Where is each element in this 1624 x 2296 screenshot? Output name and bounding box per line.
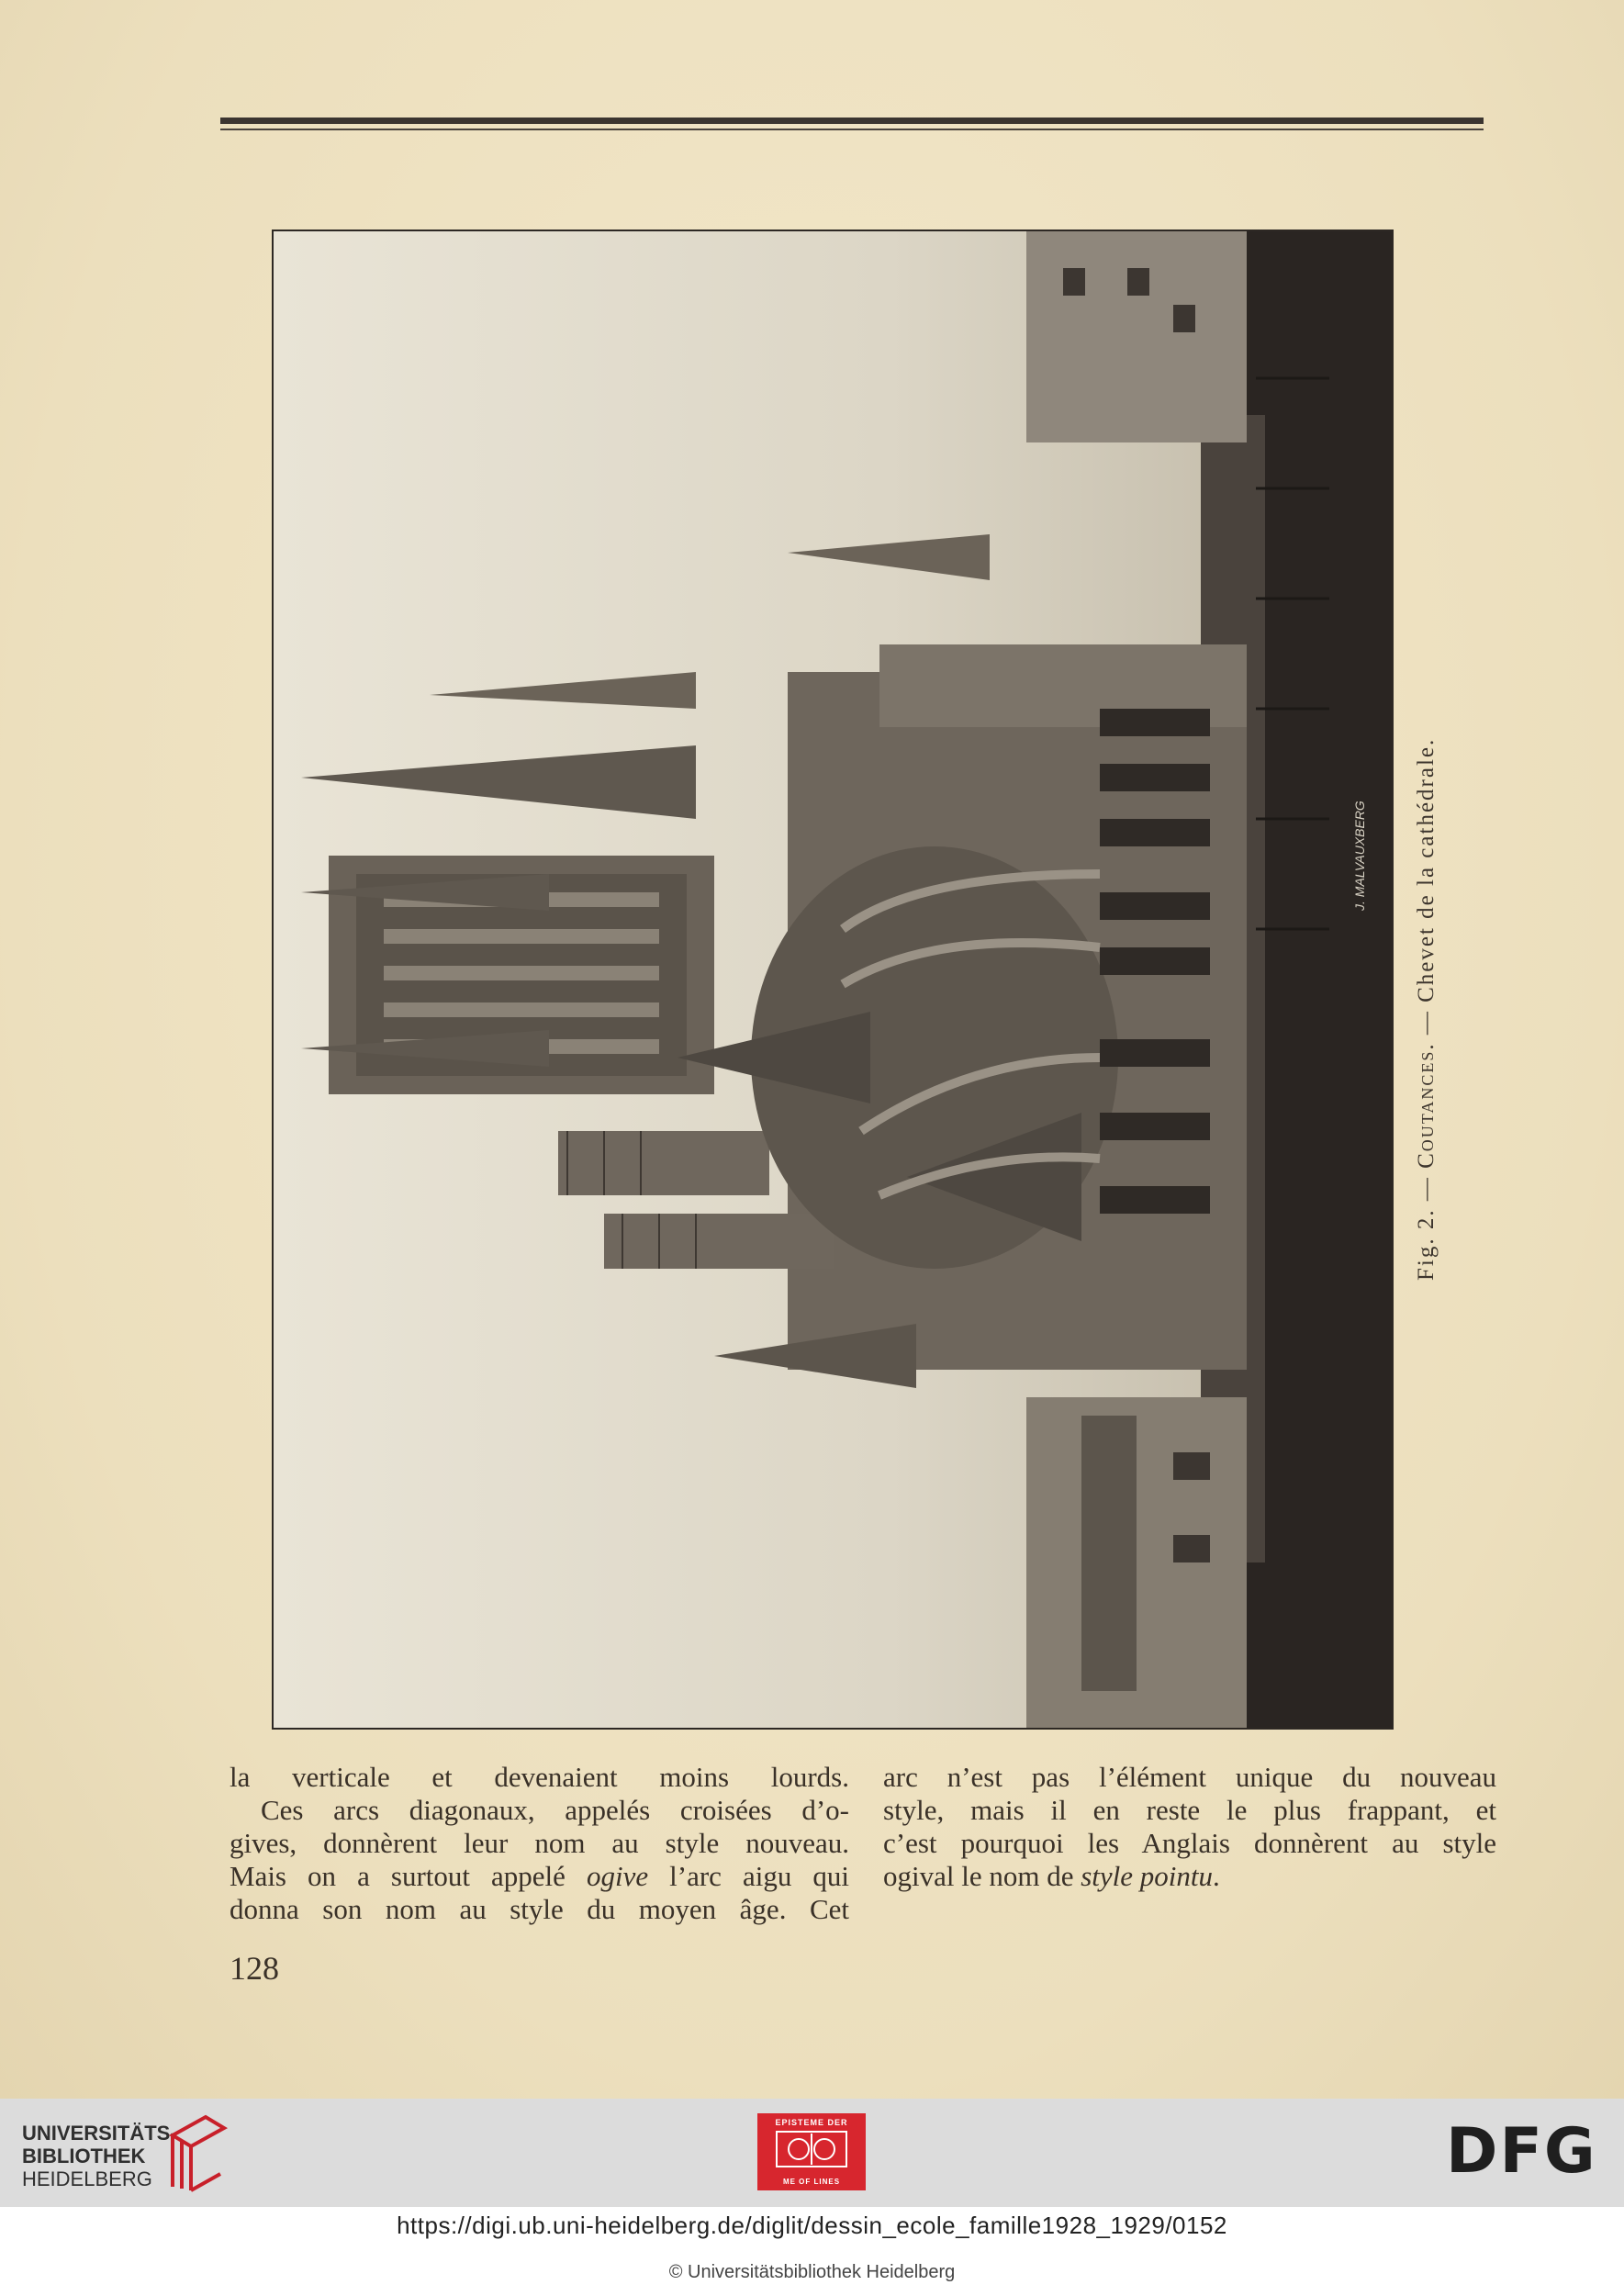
- text-line: Ces arcs diagonaux, appelés croisées d’o-: [261, 1794, 849, 1826]
- library-logo-text[interactable]: [22, 2122, 177, 2190]
- project-logo-icon: [775, 2130, 848, 2168]
- text-column-left: [230, 1761, 849, 1926]
- text-line: c’est pourquoi les Anglais donnèrent au style: [883, 1827, 1496, 1859]
- caption-suffix: . — Chevet de la cathédrale.: [1414, 737, 1439, 1050]
- page-number: 128: [230, 1950, 279, 1987]
- funder-logo[interactable]: DFG: [1446, 2115, 1597, 2188]
- text-line: [883, 1860, 1496, 1893]
- viewer-footer: [0, 2099, 1624, 2296]
- library-logo-icon[interactable]: [165, 2110, 230, 2194]
- header-rule: [220, 118, 1484, 124]
- library-name-line: BIBLIOTHEK: [22, 2145, 146, 2167]
- header-rule-thin: [220, 129, 1484, 130]
- project-logo-top: EPISTEME DER: [775, 2118, 848, 2127]
- footer-logo-band: [0, 2099, 1624, 2207]
- photographer-credit: J. MALVAUXBERG: [1352, 801, 1367, 911]
- project-logo-bottom: ME OF LINES: [782, 2178, 841, 2186]
- text-fragment: Mais on a surtout appelé: [230, 1860, 587, 1892]
- caption-prefix: Fig. 2. —: [1414, 1168, 1439, 1281]
- text-line: la verticale et devenaient moins lourds.: [230, 1761, 849, 1793]
- figure-caption: [1414, 675, 1450, 1281]
- caption-place: Coutances: [1414, 1049, 1439, 1169]
- text-column-right: [883, 1761, 1496, 1893]
- text-fragment: .: [1213, 1860, 1220, 1892]
- library-name-line: HEIDELBERG: [22, 2167, 152, 2190]
- cathedral-illustration: [274, 231, 1392, 1728]
- text-line: arc n’est pas l’élément unique du nouveau: [883, 1761, 1496, 1793]
- text-line: donna son nom au style du moyen âge. Cet: [230, 1893, 849, 1925]
- text-line: gives, donnèrent leur nom au style nouveau.: [230, 1827, 849, 1859]
- permalink[interactable]: https://digi.ub.uni-heidelberg.de/diglit/dessin_ecole_famille1928_1929/0152: [397, 2212, 1227, 2239]
- copyright-notice: © Universitätsbibliothek Heidelberg: [668, 2262, 956, 2282]
- text-line: style, mais il en reste le plus frappant, et: [883, 1794, 1496, 1826]
- project-logo[interactable]: [757, 2113, 866, 2190]
- text-line: [230, 1860, 849, 1893]
- cathedral-photograph: [272, 230, 1394, 1730]
- text-fragment: l’arc aigu qui: [648, 1860, 849, 1892]
- text-fragment: ogival le nom de: [883, 1860, 1081, 1892]
- italic-term: style pointu: [1081, 1860, 1214, 1892]
- italic-term: ogive: [586, 1860, 649, 1892]
- library-name-line: UNIVERSITÄTS-: [22, 2122, 177, 2145]
